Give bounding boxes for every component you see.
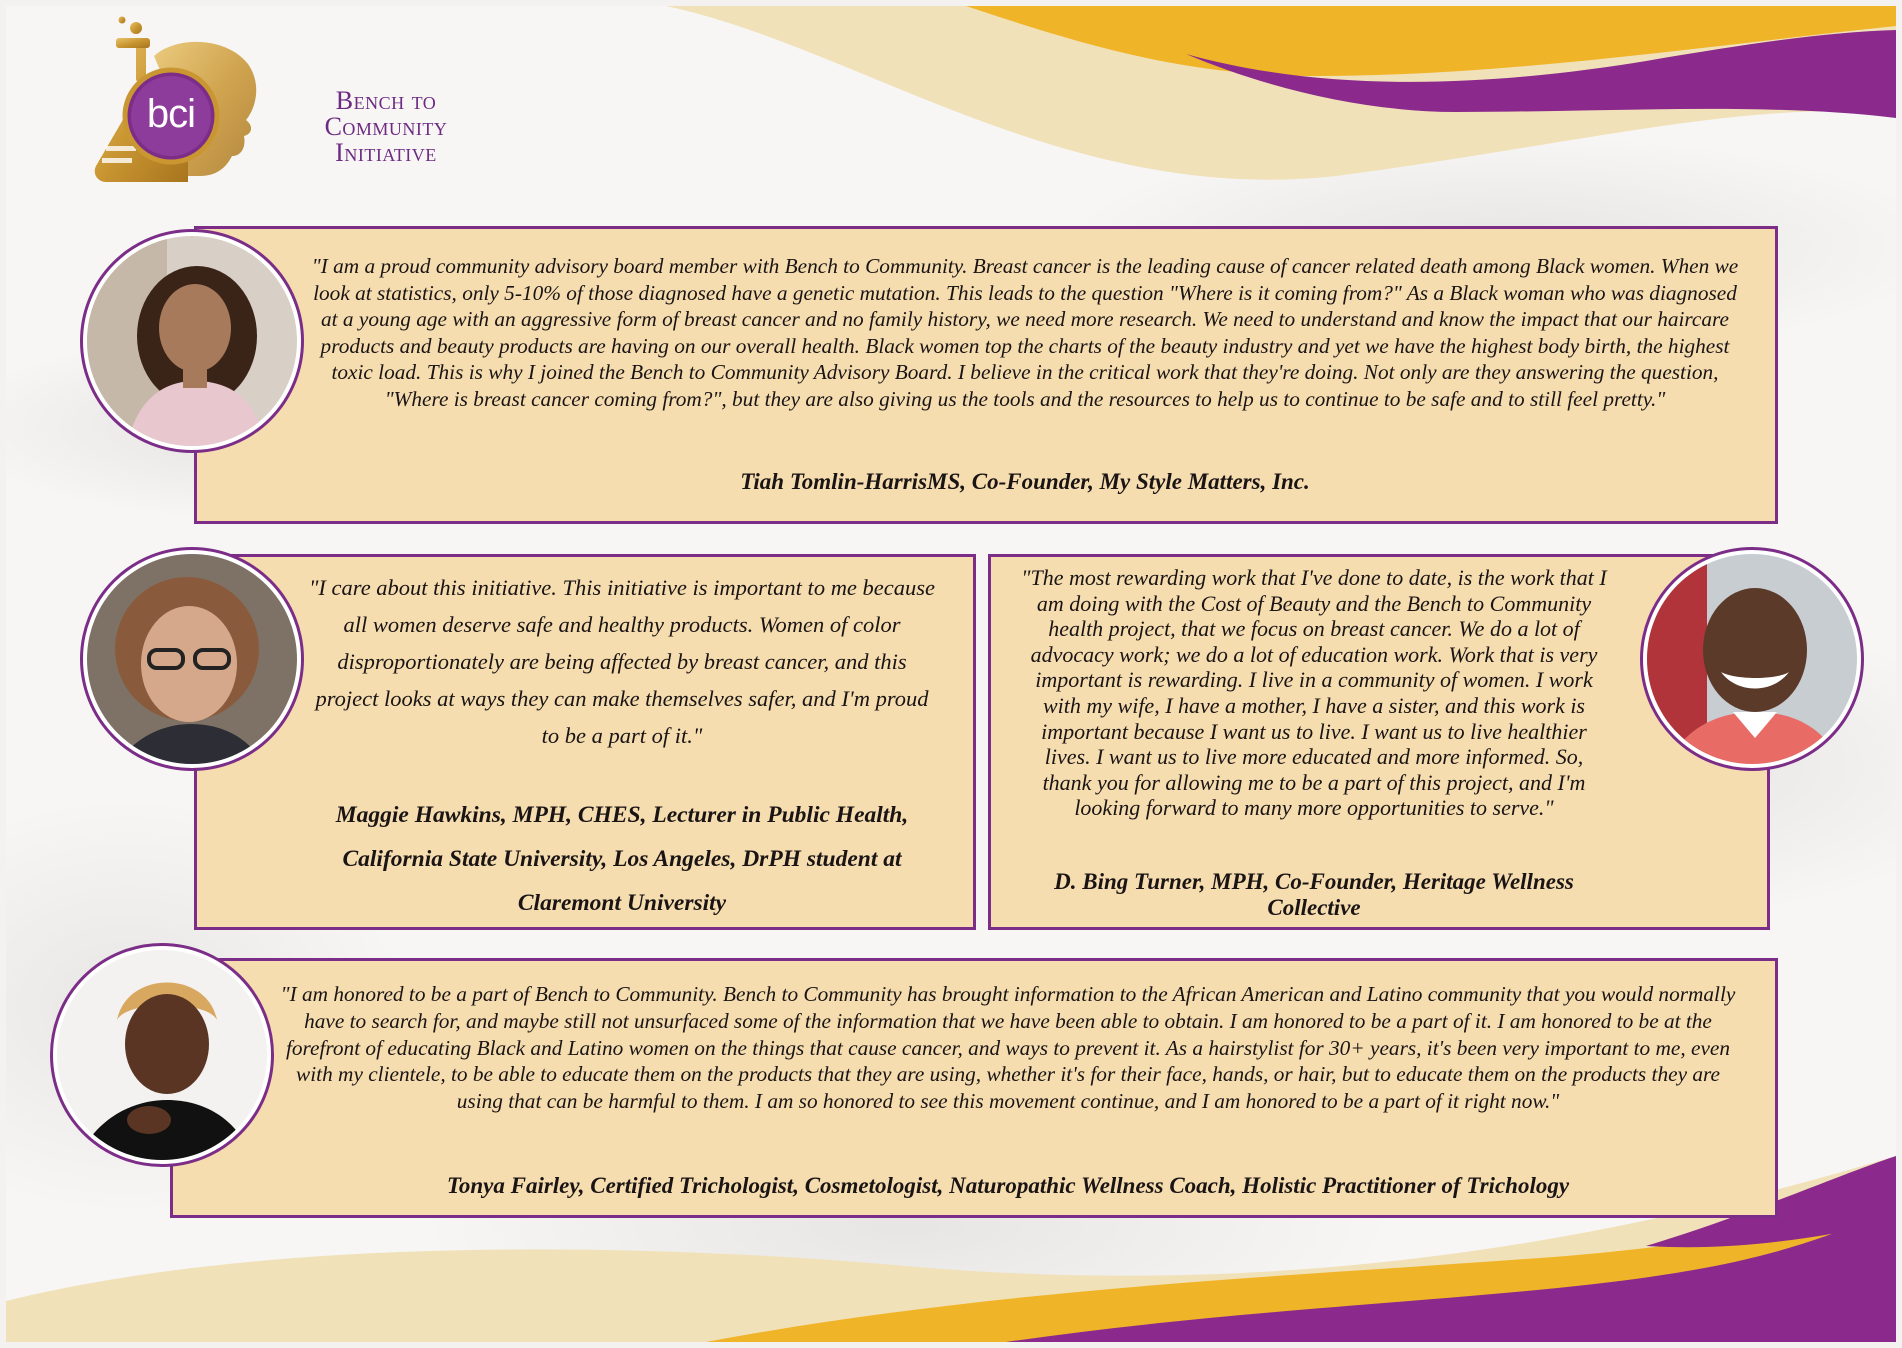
avatar-maggie <box>80 547 304 771</box>
testimonial-attribution: Tonya Fairley, Certified Trichologist, Cosmetologist, Naturopathic Wellness Coach, Holistic Practitioner of Trichology <box>446 1173 1570 1198</box>
testimonial-attribution: Tiah Tomlin-HarrisMS, Co-Founder, My Style Matters, Inc. <box>740 469 1310 494</box>
testimonial-card-2 <box>194 554 976 930</box>
testimonial-attribution: D. Bing Turner, MPH, Co-Founder, Heritage Wellness Collective <box>1054 869 1574 920</box>
logo-letters: bci <box>146 92 196 136</box>
testimonial-quote: "I am a proud community advisory board member with Bench to Community. Breast cancer is the leading cause of cancer related death among Black women. When we look at statistics, only 5-10% of those diagnosed have a genetic mutation. This leads to the question "Where is it coming from?" As a Black woman who was diagnosed at a young age with an aggressive form of breast cancer and no family history, we need more research. We need to understand and know the impact that our haircare products and beauty products are having on our overall health. Black women top the charts of the beauty industry and yet we have the highest body birth, the highest toxic load. This is why I joined the Bench to Community Advisory Board. I believe in the critical work that they're doing. Not only are they answering the question, "Where is breast cancer coming from?", but they are also giving us the tools and the resources to help us to continue to be safe and to still feel pretty." <box>311 254 1739 411</box>
testimonial-quote: "The most rewarding work that I've done to date, is the work that I am doing with the Cost of Beauty and the Bench to Community health project, that we focus on breast cancer. We do a lot of advocacy work; we do a lot of education work. Work that is very important is rewarding. I live in a community of women. I work with my wife, I have a mother, I have a sister, and this work is important because I want us to live. I want us to live healthier lives. I want us to live more educated and more informed. So, thank you for allowing me to be a part of this project, and I'm looking forward to many more opportunities to serve." <box>1021 565 1607 821</box>
org-name-line-2: Community <box>324 112 448 141</box>
testimonial-quote: "I am honored to be a part of Bench to Community. Bench to Community has brought information to the African American and Latino community that you would normally have to search for, and maybe still not unsurfaced some of the information that we have been able to obtain. I am honored to be a part of it. I am honored to be at the forefront of educating Black and Latino women on the things that cause cancer, and ways to prevent it. As a hairstylist for 30+ years, it's been very important to me, even with my clientele, to be able to educate them on the products that they are using, whether it's for their face, hands, or hair, but to educate them on the products they are using that can be harmful to them. I am so honored to see this movement continue, and I am honored to be a part of it right now." <box>280 982 1736 1114</box>
avatar-tonya <box>50 943 274 1167</box>
testimonial-card-4 <box>170 958 1778 1218</box>
org-name-line-3: Initiative <box>335 138 437 167</box>
org-name-line-1: Bench to <box>335 86 437 115</box>
avatar-bing <box>1640 547 1864 771</box>
logo <box>76 16 496 196</box>
testimonial-page <box>6 6 1896 1342</box>
testimonial-card-1 <box>194 226 1778 524</box>
avatar-tiah <box>80 229 304 453</box>
testimonial-attribution: Maggie Hawkins, MPH, CHES, Lecturer in Public Health, California State University, Los Angeles, DrPH student at Claremont University <box>335 802 909 916</box>
org-name <box>276 88 496 166</box>
testimonial-quote: "I care about this initiative. This initiative is important to me because all women deserve safe and healthy products. Women of color disproportionately are being affected by breast cancer, and this project looks at ways they can make themselves safer, and I'm proud to be a part of it." <box>308 575 936 748</box>
